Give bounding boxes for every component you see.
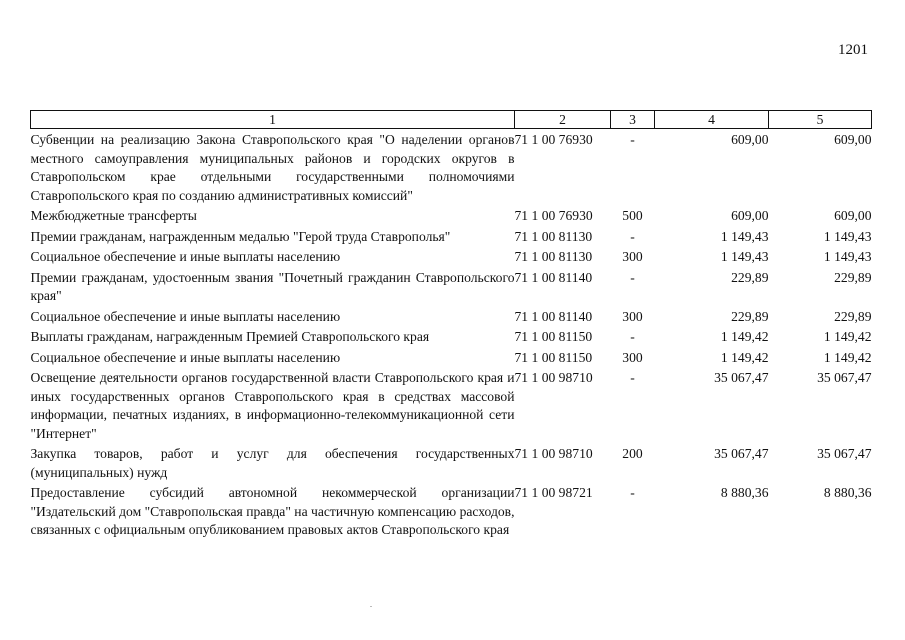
row-expense-type: - (630, 370, 635, 385)
row-description: Предоставление субсидий автономной некоммерческой организации "Издательский дом "Ставропольская правда" на частичную компенсацию расходов, связанных с официальным опубликованием правовых актов Ставропольского края (30, 485, 515, 537)
table-row (31, 328, 872, 349)
row-amount-4: 1 149,43 (720, 249, 769, 264)
row-amount-5: 1 149,43 (823, 228, 872, 244)
row-description: Социальное обеспечение и иные выплаты населению (30, 308, 341, 324)
row-expense-type: - (630, 329, 635, 344)
table-row (31, 484, 872, 542)
page-number: 1201 (838, 42, 868, 58)
row-code: 71 1 00 81150 (514, 349, 593, 365)
row-amount-4: 229,89 (731, 308, 769, 324)
row-expense-type: 300 (622, 249, 643, 264)
row-amount-5: 609,00 (834, 208, 872, 223)
row-expense-type: - (630, 132, 635, 147)
row-amount-5: 35 067,47 (817, 370, 872, 385)
row-description: Социальное обеспечение и иные выплаты населению (30, 349, 341, 365)
row-code: 71 1 00 98721 (514, 485, 593, 500)
row-code: 71 1 00 81130 (514, 249, 593, 264)
row-amount-4: 609,00 (731, 208, 769, 223)
row-amount-5: 1 149,42 (823, 329, 872, 344)
header-col-4: 4 (655, 111, 769, 129)
table-row (31, 248, 872, 269)
table-row (31, 129, 872, 208)
row-code: 71 1 00 81130 (514, 228, 593, 244)
row-description: Межбюджетные трансферты (30, 208, 197, 223)
row-amount-5: 35 067,47 (817, 446, 872, 461)
row-expense-type: 500 (622, 208, 643, 223)
table-row (31, 369, 872, 445)
row-amount-4: 1 149,43 (720, 228, 769, 244)
row-expense-type: 300 (622, 308, 643, 324)
header-row (31, 111, 872, 129)
table-row (31, 308, 872, 329)
row-expense-type: 200 (622, 446, 643, 461)
row-amount-5: 609,00 (834, 132, 872, 147)
row-amount-4: 609,00 (731, 132, 769, 147)
row-code: 71 1 00 98710 (514, 446, 593, 461)
row-amount-5: 229,89 (834, 308, 872, 324)
row-code: 71 1 00 81150 (514, 329, 593, 344)
row-description: Выплаты гражданам, награжденным Премией Ставропольского края (30, 329, 430, 344)
row-description: Закупка товаров, работ и услуг для обеспечения государственных (муниципальных) нужд (30, 446, 515, 480)
scan-speck (370, 606, 372, 607)
row-description: Освещение деятельности органов государственной власти Ставропольского края и иных государственных органов Ставропольского края в средствах массовой информации, печатных изданиях, в информационно-телекоммуникационной сети "Интернет" (30, 370, 515, 441)
row-amount-5: 8 880,36 (823, 485, 872, 500)
row-code: 71 1 00 98710 (514, 370, 593, 385)
row-amount-4: 1 149,42 (720, 349, 769, 365)
row-expense-type: - (630, 228, 635, 244)
row-amount-4: 35 067,47 (714, 446, 769, 461)
row-code: 71 1 00 76930 (514, 132, 593, 147)
row-amount-5: 1 149,43 (823, 249, 872, 264)
table-row (31, 349, 872, 370)
row-code: 71 1 00 81140 (514, 269, 593, 285)
header-col-5: 5 (769, 111, 872, 129)
row-code: 71 1 00 76930 (514, 208, 593, 223)
budget-table (30, 110, 872, 542)
row-expense-type: - (630, 269, 635, 285)
row-amount-4: 1 149,42 (720, 329, 769, 344)
row-amount-4: 8 880,36 (720, 485, 769, 500)
header-col-2: 2 (515, 111, 611, 129)
row-description: Премии гражданам, удостоенным звания "Почетный гражданин Ставропольского края" (30, 269, 515, 303)
row-amount-5: 229,89 (834, 269, 872, 285)
row-description: Социальное обеспечение и иные выплаты населению (30, 249, 341, 264)
row-description: Субвенции на реализацию Закона Ставропольского края "О наделении органов местного самоуправления муниципальных районов и городских округов в Ставропольском крае отдельными государственными полномочиями Ставропольского края по созданию административных комиссий" (30, 132, 515, 203)
table-row (31, 269, 872, 308)
header-col-3: 3 (611, 111, 655, 129)
table-row (31, 228, 872, 249)
row-description: Премии гражданам, награжденным медалью "Герой труда Ставрополья" (30, 228, 451, 244)
row-amount-5: 1 149,42 (823, 349, 872, 365)
table-row (31, 207, 872, 228)
row-amount-4: 35 067,47 (714, 370, 769, 385)
header-col-1: 1 (31, 111, 515, 129)
row-code: 71 1 00 81140 (514, 308, 593, 324)
table-row (31, 445, 872, 484)
row-expense-type: - (630, 485, 635, 500)
row-expense-type: 300 (622, 349, 643, 365)
row-amount-4: 229,89 (731, 269, 769, 285)
